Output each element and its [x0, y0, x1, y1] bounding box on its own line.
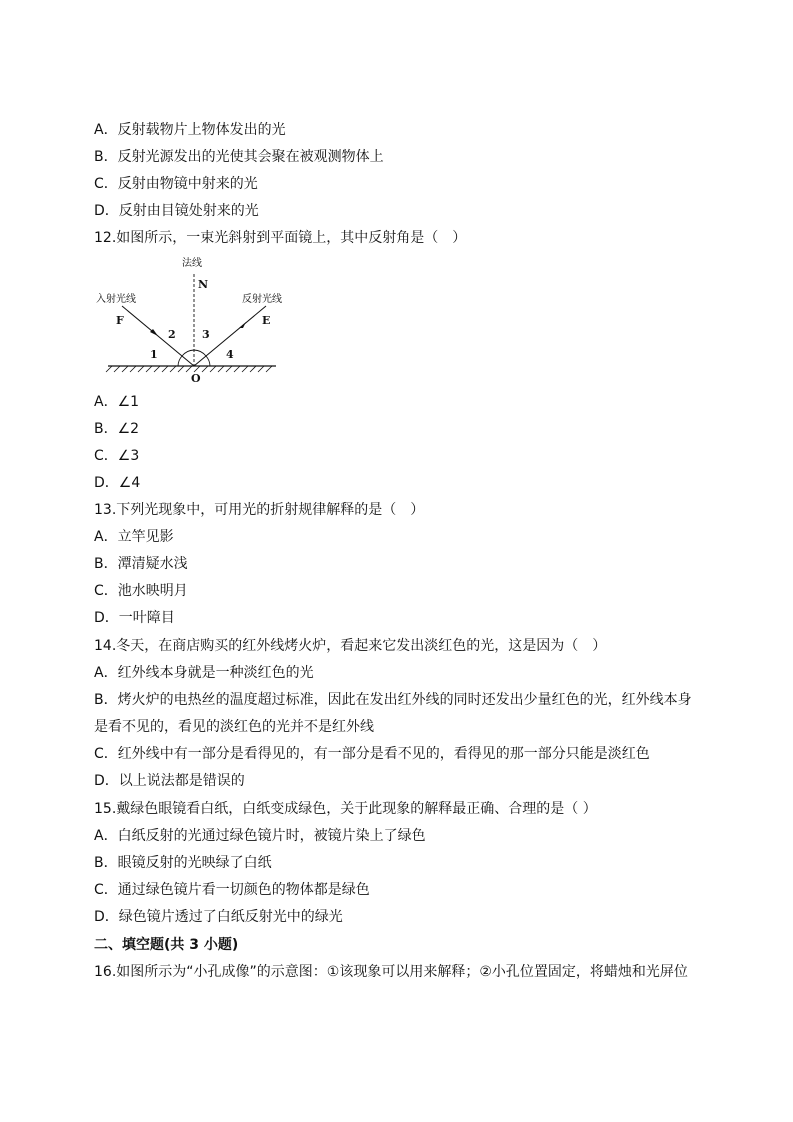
q14-option-b-line1: B．烤火炉的电热丝的温度超过标准，因此在发出红外线的同时还发出少量红色的光，红外线本身	[94, 692, 692, 708]
q15-option-b: B．眼镜反射的光映绿了白纸	[94, 855, 272, 871]
q15-option-d: D．绿色镜片透过了白纸反射光中的绿光	[94, 909, 343, 925]
incident-label: 入射光线	[96, 294, 136, 305]
label-f: F	[116, 314, 124, 327]
q13-option-a: A．立竿见影	[94, 529, 174, 545]
label-o: O	[191, 372, 201, 385]
q14-option-b-line2: 是看不见的，看见的淡红色的光并不是红外线	[94, 719, 374, 735]
mirror-hatching	[106, 366, 272, 372]
q12-option-d: D．∠4	[94, 475, 141, 491]
q16-stem: 16.如图所示为“小孔成像”的示意图：①该现象可以用来解释；②小孔位置固定，将蜡烛和光屏位	[94, 964, 688, 980]
angle-label-1: 1	[150, 348, 158, 361]
normal-label: 法线	[182, 258, 202, 269]
label-e: E	[262, 314, 271, 327]
q11-option-d: D．反射由目镜处射来的光	[94, 203, 259, 219]
angle-4-arc	[206, 356, 210, 366]
q14-option-c: C．红外线中有一部分是看得见的，有一部分是看不见的，看得见的那一部分只能是淡红色	[94, 746, 650, 762]
section-heading: 二、填空题(共 3 小题)	[94, 937, 239, 953]
q11-option-c: C．反射由物镜中射来的光	[94, 176, 258, 192]
q14-option-d: D．以上说法都是错误的	[94, 773, 245, 789]
q12-option-a: A．∠1	[94, 394, 140, 410]
q12-option-c: C．∠3	[94, 448, 140, 464]
angle-1-arc	[178, 356, 182, 366]
angle-2-arc	[182, 350, 194, 356]
q15-option-c: C．通过绿色镜片看一切颜色的物体都是绿色	[94, 882, 370, 898]
q15-option-a: A．白纸反射的光通过绿色镜片时，被镜片染上了绿色	[94, 828, 426, 844]
label-n: N	[198, 278, 209, 291]
angle-label-2: 2	[168, 328, 176, 341]
q13-option-b: B．潭清疑水浅	[94, 556, 188, 572]
angle-3-arc	[194, 350, 206, 356]
q14-stem: 14.冬天，在商店购买的红外线烤火炉，看起来它发出淡红色的光，这是因为（ ）	[94, 638, 607, 654]
angle-label-3: 3	[202, 328, 210, 341]
q13-option-c: C．池水映明月	[94, 583, 188, 599]
q11-option-a: A．反射载物片上物体发出的光	[94, 122, 286, 138]
q11-option-b: B．反射光源发出的光使其会聚在被观测物体上	[94, 149, 384, 165]
q13-option-d: D．一叶障目	[94, 610, 175, 626]
reflected-label: 反射光线	[242, 294, 282, 305]
angle-label-4: 4	[226, 348, 234, 361]
q12-option-b: B．∠2	[94, 421, 140, 437]
q13-stem: 13.下列光现象中，可用光的折射规律解释的是（ ）	[94, 502, 425, 518]
reflection-diagram	[94, 254, 284, 386]
q14-option-a: A．红外线本身就是一种淡红色的光	[94, 665, 314, 681]
q15-stem: 15.戴绿色眼镜看白纸，白纸变成绿色，关于此现象的解释最正确、合理的是（ ）	[94, 801, 597, 817]
q12-stem: 12.如图所示，一束光斜射到平面镜上，其中反射角是（ ）	[94, 230, 467, 246]
